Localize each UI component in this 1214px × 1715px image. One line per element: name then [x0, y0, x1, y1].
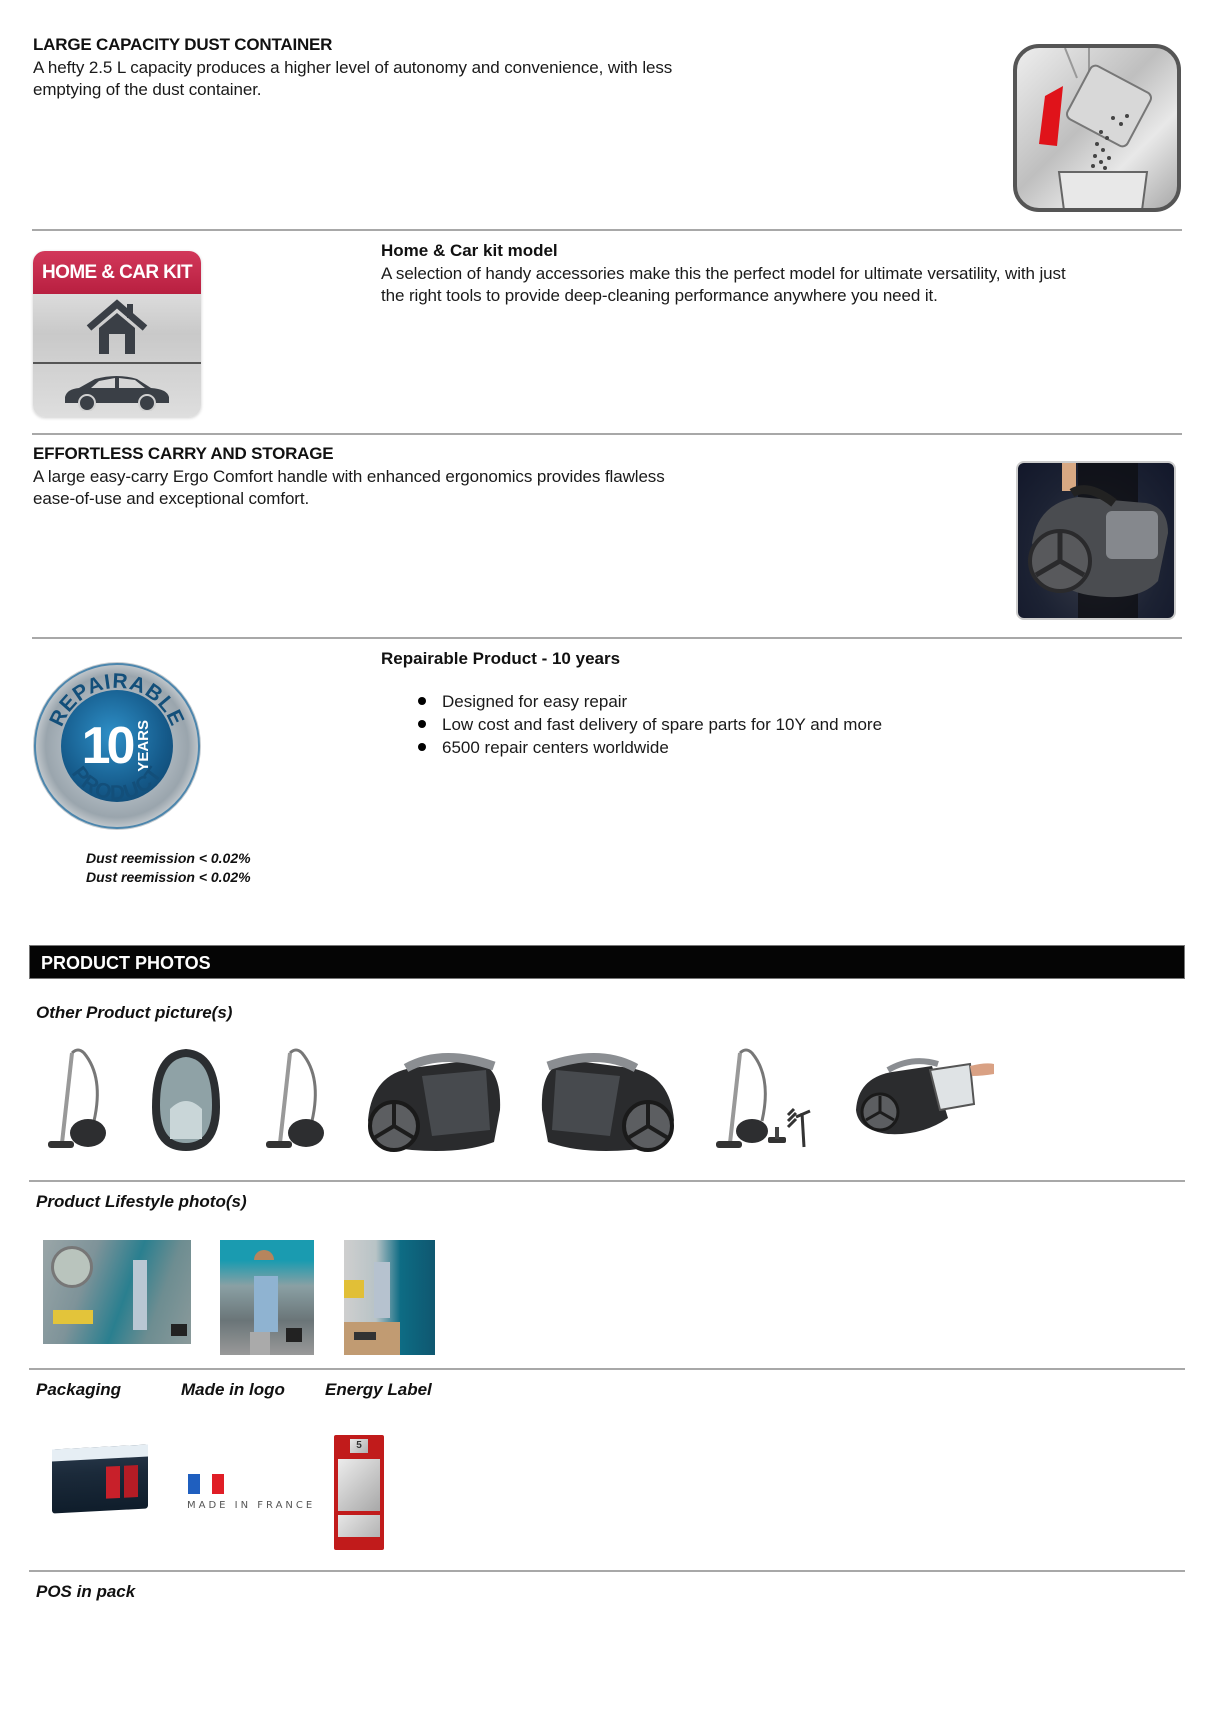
other-pictures-label: Other Product picture(s): [36, 1003, 233, 1022]
energy-class: 5: [350, 1439, 368, 1453]
list-item: Designed for easy repair: [381, 690, 1081, 713]
badge-side-text: YEARS: [135, 720, 153, 772]
divider: [29, 1180, 1185, 1182]
divider: [32, 433, 1182, 435]
lifestyle-photo-hallway-cleaning[interactable]: [344, 1240, 435, 1355]
feature-title: Home & Car kit model: [381, 241, 558, 260]
energy-label-label: Energy Label: [325, 1380, 432, 1399]
packaging-box-image[interactable]: [52, 1444, 148, 1513]
section-header-product-photos: PRODUCT PHOTOS: [29, 945, 1185, 979]
product-picture-vacuum-top-view[interactable]: [150, 1047, 222, 1153]
product-picture-vacuum-with-accessories[interactable]: [712, 1047, 816, 1157]
energy-label-panel: [338, 1515, 380, 1537]
product-picture-vacuum-full-side-view-2[interactable]: [262, 1047, 326, 1153]
badge-number: 10: [81, 717, 132, 775]
svg-text:REPAIRABLE: [45, 670, 189, 730]
lifestyle-photo-kitchen-cleaning[interactable]: [220, 1240, 314, 1355]
feature-body-line1: A hefty 2.5 L capacity produces a higher level of autonomy and convenience, with less: [33, 58, 673, 77]
energy-label-panel: [338, 1459, 380, 1511]
badge-divider: [33, 362, 201, 364]
feature-title: Repairable Product - 10 years: [381, 649, 621, 668]
car-icon: [61, 371, 173, 411]
energy-label-image[interactable]: [334, 1435, 384, 1550]
feature-body-line2: the right tools to provide deep-cleaning performance anywhere you need it.: [381, 286, 938, 305]
pos-in-pack-label: POS in pack: [36, 1582, 136, 1601]
feature-title: LARGE CAPACITY DUST CONTAINER: [33, 35, 333, 54]
divider: [29, 1368, 1185, 1370]
feature-body-line2: emptying of the dust container.: [33, 80, 262, 99]
product-picture-vacuum-emptying-container[interactable]: [852, 1050, 996, 1140]
product-picture-vacuum-full-side-view[interactable]: [44, 1047, 108, 1153]
feature-bullet-list: [381, 690, 1081, 759]
french-flag-icon: [188, 1474, 224, 1494]
product-picture-vacuum-body-right-view[interactable]: [536, 1050, 680, 1154]
carry-handle-photo: [1016, 461, 1176, 620]
made-in-text: MADE IN FRANCE: [187, 1500, 316, 1511]
made-in-logo-label: Made in logo: [181, 1380, 285, 1399]
feature-body-line1: A selection of handy accessories make this the perfect model for ultimate versatility, with just: [381, 264, 1066, 283]
lifestyle-photos-label: Product Lifestyle photo(s): [36, 1192, 247, 1211]
divider: [29, 1570, 1185, 1572]
badge-top-text: REPAIRABLE: [45, 669, 189, 730]
home-car-kit-badge-label: HOME & CAR KIT: [33, 251, 201, 294]
feature-title: EFFORTLESS CARRY AND STORAGE: [33, 444, 334, 463]
dust-reemission-note: Dust reemission < 0.02%: [86, 850, 251, 866]
dust-reemission-note: Dust reemission < 0.02%: [86, 869, 251, 885]
packaging-label: Packaging: [36, 1380, 122, 1399]
feature-body-line1: A large easy-carry Ergo Comfort handle with enhanced ergonomics provides flawless: [33, 467, 665, 486]
repairable-product-badge-icon: [33, 662, 201, 830]
badge-bottom-text: PRODUCT: [67, 762, 167, 805]
house-icon: [85, 298, 149, 358]
divider: [32, 637, 1182, 639]
product-picture-vacuum-body-left-view[interactable]: [362, 1050, 506, 1154]
list-item: 6500 repair centers worldwide: [381, 736, 1081, 759]
feature-body-line2: ease-of-use and exceptional comfort.: [33, 489, 310, 508]
list-item: Low cost and fast delivery of spare parts for 10Y and more: [381, 713, 1081, 736]
home-car-kit-icon: [33, 251, 201, 417]
lifestyle-photo-living-room-cleaning[interactable]: [43, 1240, 191, 1344]
divider: [32, 229, 1182, 231]
dust-container-emptying-icon: [1013, 44, 1181, 212]
